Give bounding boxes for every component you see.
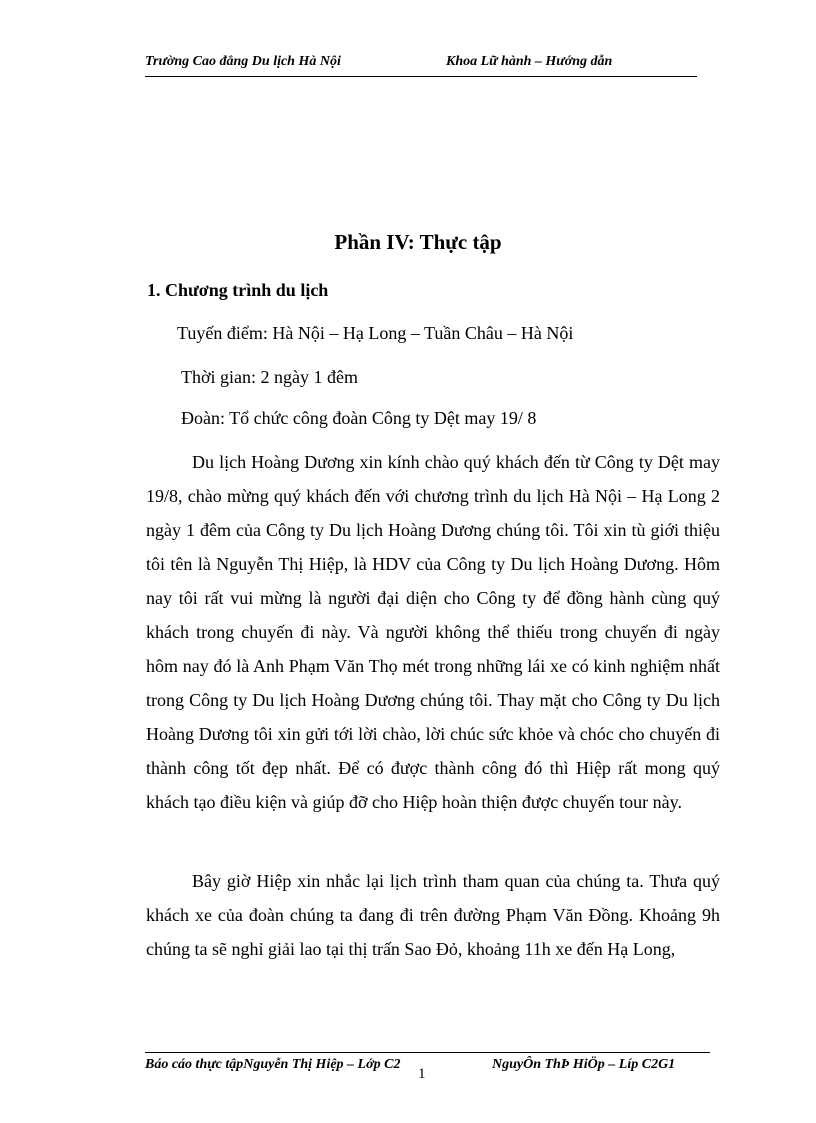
- group-line: Đoàn: Tổ chức công đoàn Công ty Dệt may 19/ 8: [181, 408, 537, 428]
- paragraph-intro: Du lịch Hoàng Dương xin kính chào quý khách đến từ Công ty Dệt may 19/8, chào mừng quý khách đến với chương trình du lịch Hà Nội – Hạ Long 2 ngày 1 đêm của Công ty Du lịch Hoàng Dương chúng tôi. Tôi xin tù giới thiệu tôi tên là Nguyễn Thị Hiệp, là HDV của Công ty Du lịch Hoàng Dương. Hôm nay tôi rất vui mừng là người đại diện cho Công ty để đồng hành cùng quý khách trong chuyến đi này. Và người không thể thiếu trong chuyến đi ngày hôm nay đó là Anh Phạm Văn Thọ mét trong những lái xe có kinh nghiệm nhất trong Công ty Du lịch Hoàng Dương chúng tôi. Thay mặt cho Công ty Du lịch Hoàng Dương tôi xin gửi tới lời chào, lời chúc sức khỏe và chóc cho chuyến đi thành công tốt đẹp nhất. Để có được thành công đó thì Hiệp rất mong quý khách tạo điều kiện và giúp đỡ cho Hiệp hoàn thiện được chuyến tour này.: [146, 452, 720, 812]
- header-school-name: Trường Cao đẳng Du lịch Hà Nội: [145, 54, 341, 69]
- footer-report-label: Báo cáo thực tậpNguyễn Thị Hiệp – Lớp C2: [145, 1057, 401, 1072]
- route-line: Tuyến điểm: Hà Nội – Hạ Long – Tuần Châu – Hà Nội: [177, 323, 574, 343]
- header-department-name: Khoa Lữ hành – Hướng dẫn: [446, 54, 613, 69]
- footer-author-class: NguyÔn ThÞ HiÖp – Líp C2G1: [492, 1057, 676, 1072]
- page-number: 1: [418, 1066, 426, 1082]
- paragraph-itinerary: Bây giờ Hiệp xin nhắc lại lịch trình tham quan của chúng ta. Thưa quý khách xe của đoàn chúng ta đang đi trên đường Phạm Văn Đồng. Khoảng 9h chúng ta sẽ nghỉ giải lao tại thị trấn Sao Đỏ, khoảng 11h xe đến Hạ Long,: [146, 871, 720, 959]
- page-title-text: Phần IV: Thực tập: [334, 230, 502, 254]
- page-header: [145, 52, 697, 77]
- duration-line: Thời gian: 2 ngày 1 đêm: [181, 367, 358, 387]
- section-heading: 1. Chương trình du lịch: [147, 280, 329, 300]
- footer-divider: [145, 1052, 710, 1053]
- page-title: [0, 230, 816, 255]
